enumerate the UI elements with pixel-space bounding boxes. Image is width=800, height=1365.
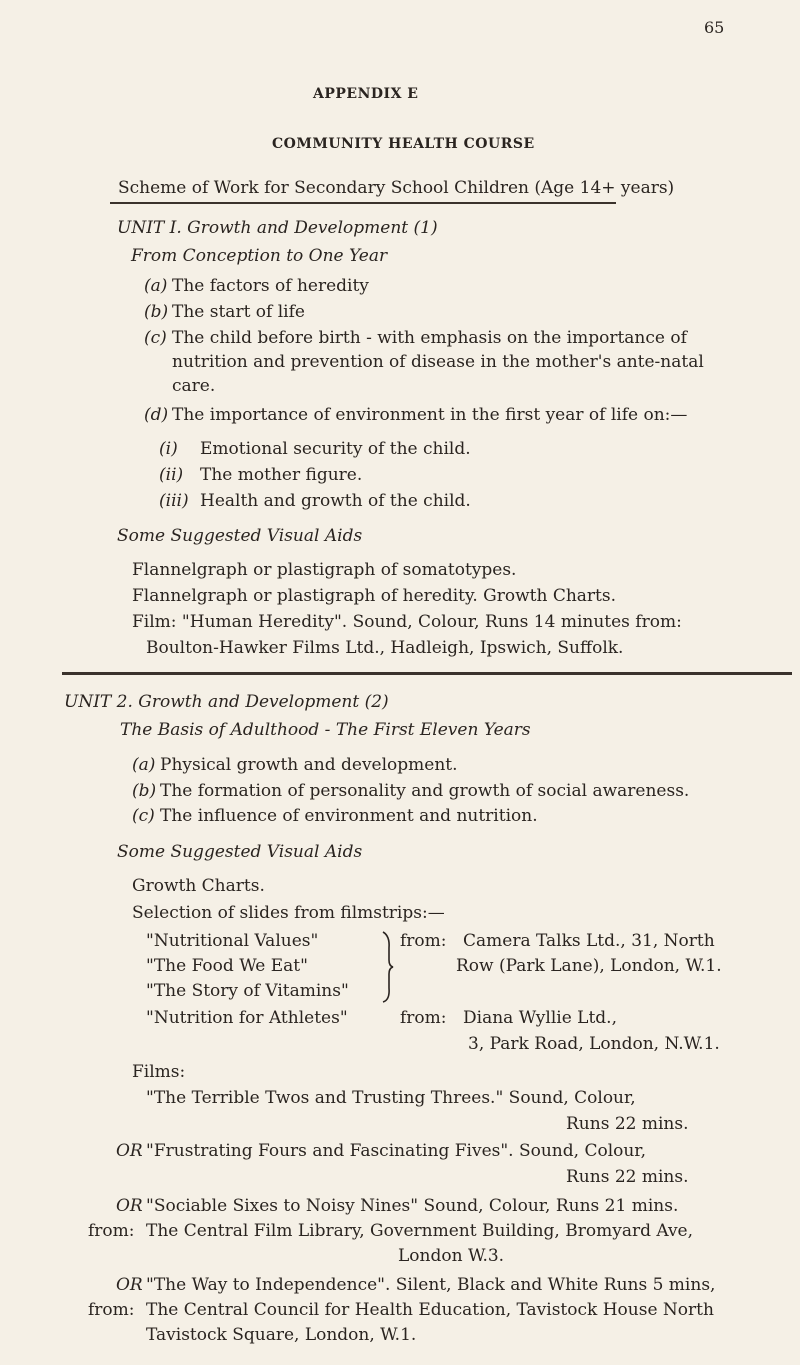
unit1-subitem-label: (iii) <box>159 491 189 511</box>
unit1-item-label: (d) <box>144 405 169 425</box>
film-line: Tavistock Square, London, W.1. <box>146 1325 417 1345</box>
unit1-item-text: care. <box>172 376 216 396</box>
source-line: Diana Wyllie Ltd., <box>463 1008 617 1028</box>
unit1-aid-line: Flannelgraph or plastigraph of heredity. Growth Charts. <box>132 586 617 606</box>
film-line: The Central Council for Health Education, Tavistock House North <box>146 1300 714 1320</box>
from-label: from: <box>400 1008 447 1028</box>
unit1-item-text: The start of life <box>172 302 305 322</box>
filmstrip-title: "Nutrition for Athletes" <box>146 1008 348 1028</box>
unit2-item-label: (b) <box>132 781 157 801</box>
unit2-subheading: The Basis of Adulthood - The First Eleven Years <box>120 720 531 740</box>
film-line: "The Terrible Twos and Trusting Threes." Sound, Colour, <box>146 1088 636 1108</box>
unit1-item-label: (a) <box>144 276 168 296</box>
unit1-subitem-text: Emotional security of the child. <box>200 439 471 459</box>
unit2-item-text: The influence of environment and nutrition. <box>160 806 538 826</box>
unit1-item-text: The factors of heredity <box>172 276 369 296</box>
film-line: "The Way to Independence". Silent, Black and White Runs 5 mins, <box>146 1275 716 1295</box>
film-line: Runs 22 mins. <box>566 1167 689 1187</box>
unit2-aids-heading: Some Suggested Visual Aids <box>117 842 363 862</box>
film-prefix: from: <box>88 1300 135 1320</box>
unit1-item-text: The child before birth - with emphasis on the importance of <box>172 328 687 348</box>
unit1-item-text: nutrition and prevention of disease in the mother's ante-natal <box>172 352 704 372</box>
unit2-heading: UNIT 2. Growth and Development (2) <box>64 692 389 712</box>
brace <box>380 930 396 1004</box>
unit2-item-text: The formation of personality and growth of social awareness. <box>160 781 690 801</box>
unit1-subheading: From Conception to One Year <box>131 246 388 266</box>
unit2-item-label: (a) <box>132 755 156 775</box>
unit1-item-text: The importance of environment in the first year of life on:— <box>172 405 688 425</box>
film-line: "Sociable Sixes to Noisy Nines" Sound, Colour, Runs 21 mins. <box>146 1196 679 1216</box>
from-label: from: <box>400 931 447 951</box>
unit1-item-label: (b) <box>144 302 169 322</box>
film-prefix: OR <box>116 1141 143 1161</box>
film-line: The Central Film Library, Government Building, Bromyard Ave, <box>146 1221 694 1241</box>
film-line: Runs 22 mins. <box>566 1114 689 1134</box>
unit1-aid-line: Boulton-Hawker Films Ltd., Hadleigh, Ipswich, Suffolk. <box>146 638 624 658</box>
source-line: Camera Talks Ltd., 31, North <box>463 931 715 951</box>
unit1-heading: UNIT I. Growth and Development (1) <box>117 218 438 238</box>
growth-charts: Growth Charts. <box>132 876 265 896</box>
film-line: "Frustrating Fours and Fascinating Fives". Sound, Colour, <box>146 1141 646 1161</box>
film-prefix: OR <box>116 1196 143 1216</box>
unit1-subitem-label: (ii) <box>159 465 184 485</box>
scheme-title: Scheme of Work for Secondary School Children (Age 14+ years) <box>118 178 675 198</box>
course-title: COMMUNITY HEALTH COURSE <box>272 136 535 152</box>
filmstrip-title: "The Story of Vitamins" <box>146 981 349 1001</box>
source-line: 3, Park Road, London, N.W.1. <box>468 1034 720 1054</box>
unit1-subitem-label: (i) <box>159 439 178 459</box>
unit2-item-text: Physical growth and development. <box>160 755 458 775</box>
unit1-subitem-text: Health and growth of the child. <box>200 491 471 511</box>
source-line: Row (Park Lane), London, W.1. <box>456 956 722 976</box>
unit1-aids-heading: Some Suggested Visual Aids <box>117 526 363 546</box>
films-label: Films: <box>132 1062 186 1082</box>
section-divider <box>62 672 792 675</box>
slides-intro: Selection of slides from filmstrips:— <box>132 903 445 923</box>
film-prefix: from: <box>88 1221 135 1241</box>
appendix-title: APPENDIX E <box>313 86 419 102</box>
filmstrip-title: "Nutritional Values" <box>146 931 319 951</box>
unit1-item-label: (c) <box>144 328 167 348</box>
unit1-aid-line: Flannelgraph or plastigraph of somatotypes. <box>132 560 517 580</box>
scheme-title-underline <box>110 202 616 204</box>
unit1-aid-line: Film: "Human Heredity". Sound, Colour, Runs 14 minutes from: <box>132 612 682 632</box>
page-number: 65 <box>704 18 725 37</box>
film-prefix: OR <box>116 1275 143 1295</box>
unit1-subitem-text: The mother figure. <box>200 465 363 485</box>
unit2-item-label: (c) <box>132 806 155 826</box>
film-line: London W.3. <box>398 1246 505 1266</box>
filmstrip-title: "The Food We Eat" <box>146 956 308 976</box>
